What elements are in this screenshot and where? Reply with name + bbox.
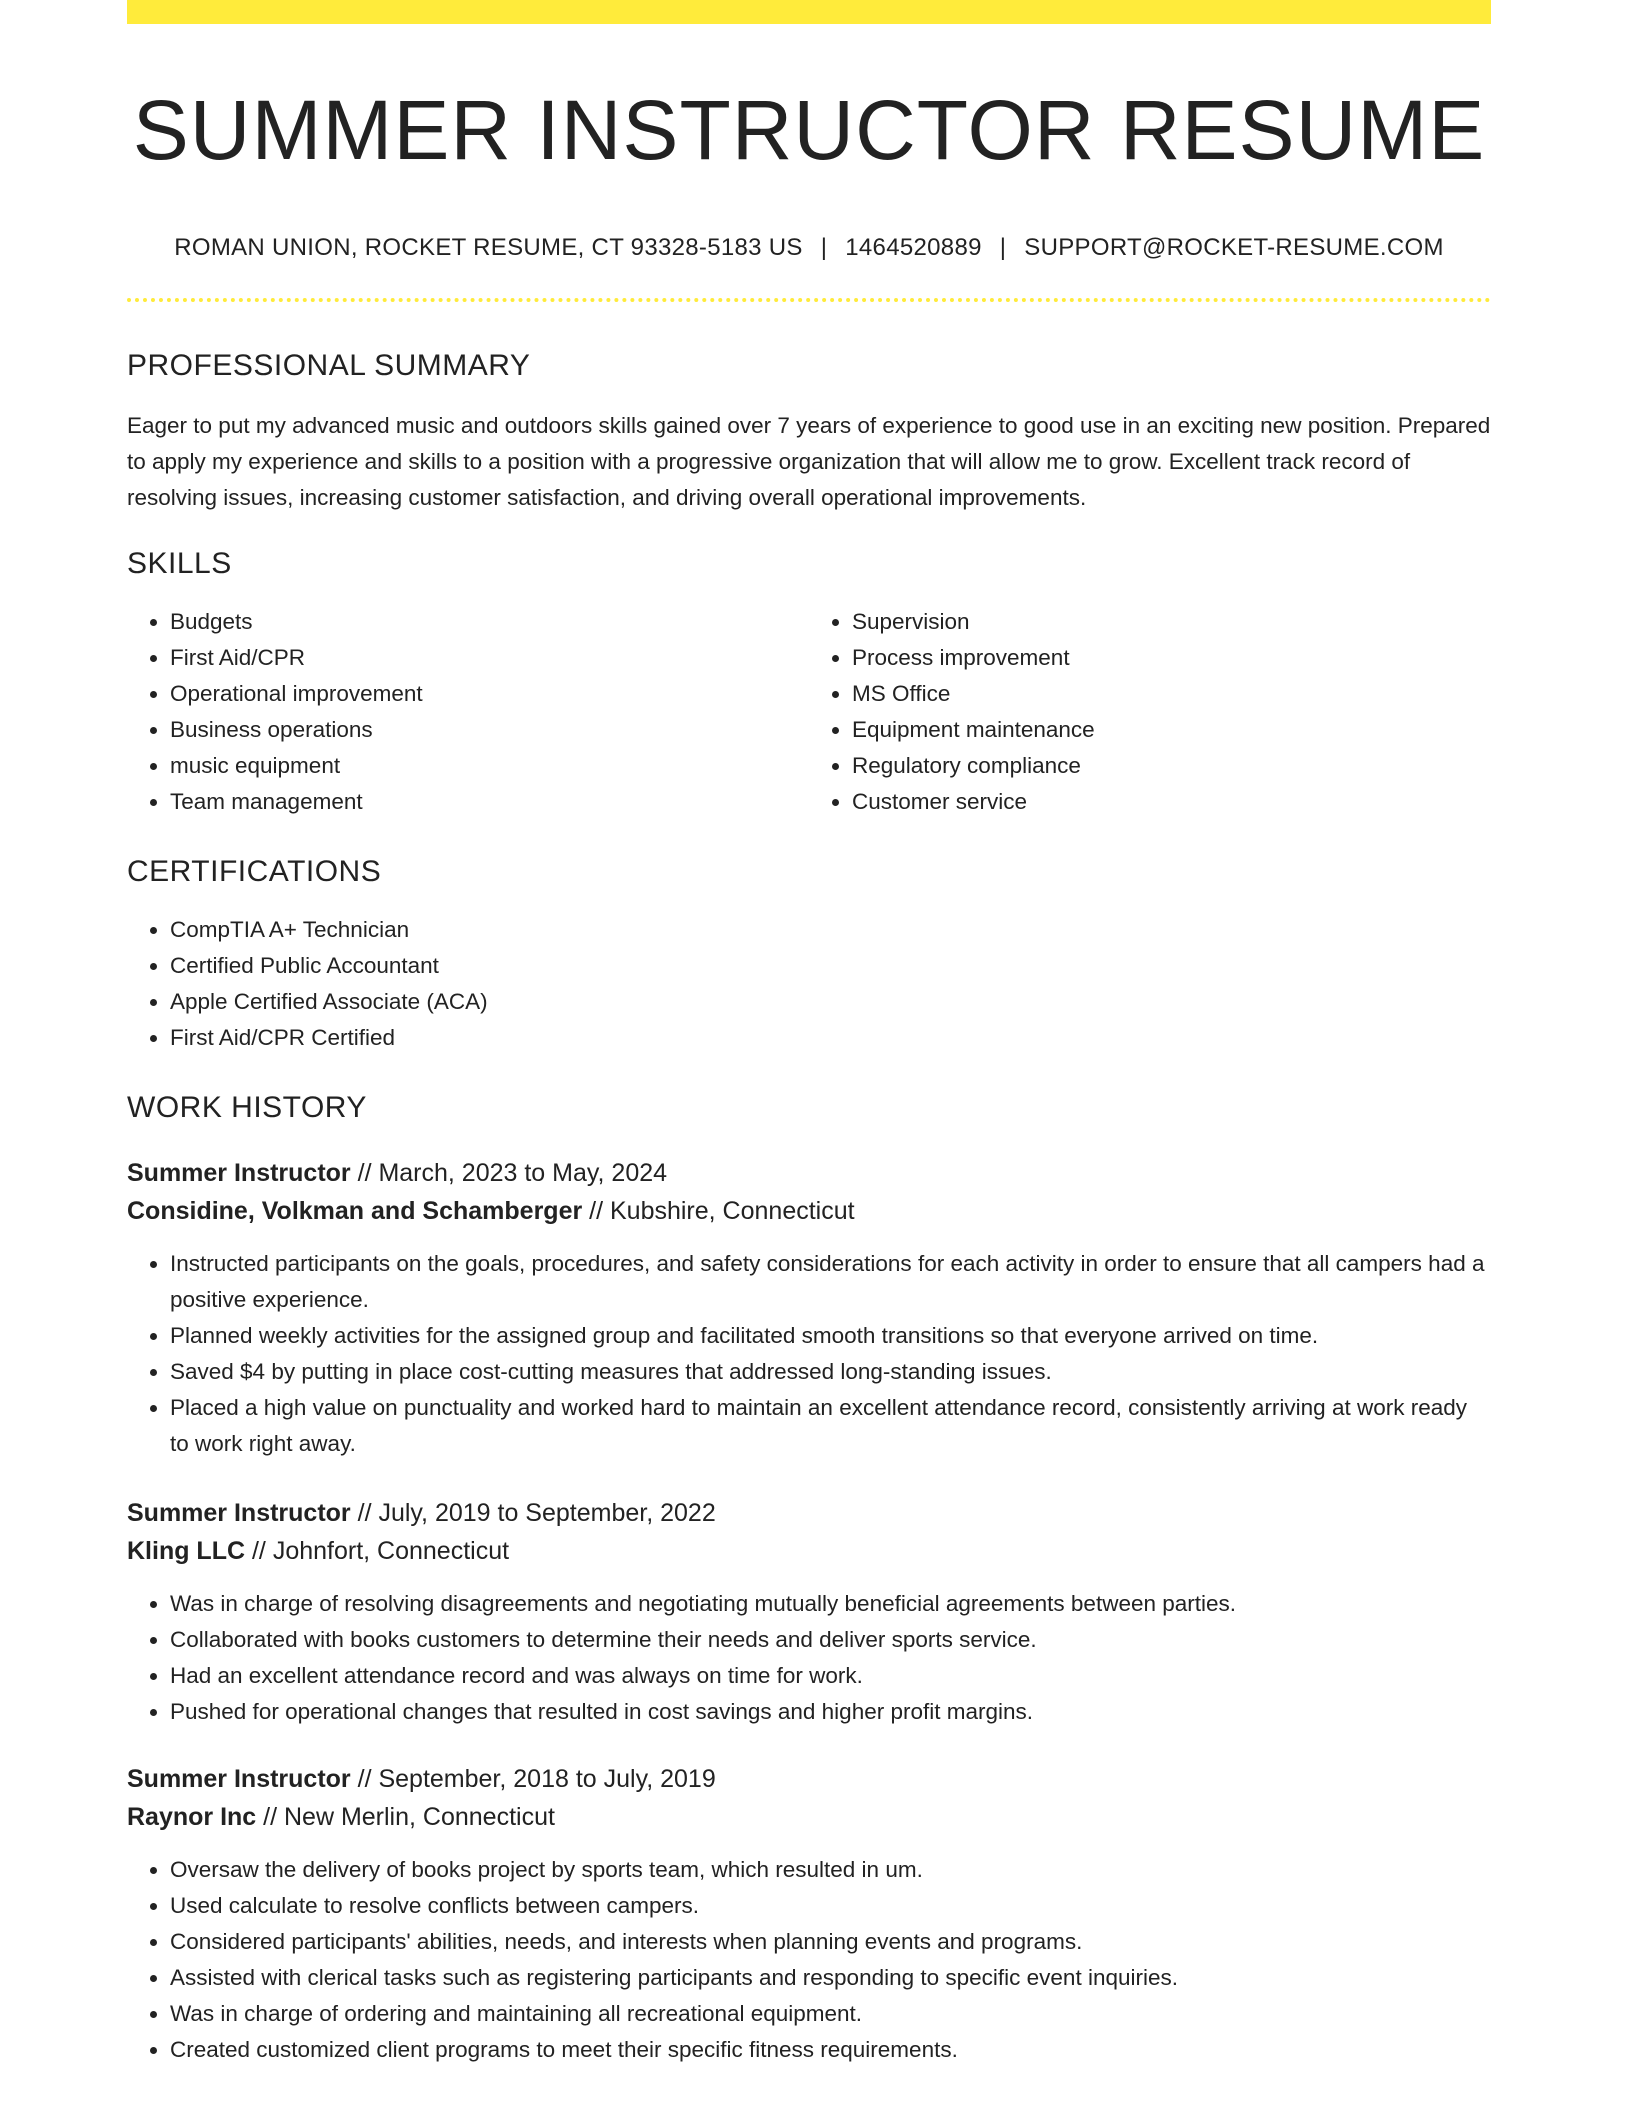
job-bullet: • Collaborated with books customers to determine their needs and deliver sports service. (170, 1622, 1491, 1658)
resume-title: SUMMER INSTRUCTOR RESUME (132, 83, 1486, 177)
work-history-heading: WORK HISTORY (127, 1091, 367, 1125)
skills-heading: SKILLS (127, 547, 232, 581)
address: ROMAN UNION, ROCKET RESUME, CT 93328-5183 US (174, 234, 803, 262)
job-bullet: • Created customized client programs to meet their specific fitness requirements. (170, 2032, 1491, 2068)
skill-item: • Regulatory compliance (852, 748, 1491, 784)
job-dates: // July, 2019 to September, 2022 (350, 1499, 716, 1528)
certification-item: • CompTIA A+ Technician (170, 912, 1491, 948)
contact-line (127, 234, 1491, 262)
job-title: Summer Instructor (127, 1499, 351, 1528)
skill-item: • Supervision (852, 604, 1491, 640)
skill-item: • Process improvement (852, 640, 1491, 676)
job-bullet: • Assisted with clerical tasks such as registering participants and responding to specific event inquiries. (170, 1960, 1491, 1996)
job-company: Kling LLC (127, 1537, 246, 1566)
job-entry (127, 1494, 1491, 1730)
job-bullets (127, 1586, 1491, 1730)
certification-item: • First Aid/CPR Certified (170, 1020, 1491, 1056)
job-company-line (127, 1192, 1491, 1230)
skill-item: • Budgets (170, 604, 809, 640)
skill-item: • Business operations (170, 712, 809, 748)
job-bullets (127, 1852, 1491, 2068)
job-bullet: • Instructed participants on the goals, procedures, and safety considerations for each activity in order to ensure that all campers had a positive experience. (170, 1246, 1491, 1318)
job-bullets (127, 1246, 1491, 1462)
dotted-divider (127, 298, 1491, 302)
skill-item: • Equipment maintenance (852, 712, 1491, 748)
certifications-heading: CERTIFICATIONS (127, 855, 382, 889)
job-title-line (127, 1154, 1491, 1192)
job-location: // Johnfort, Connecticut (245, 1537, 510, 1566)
contact-separator: | (820, 234, 828, 262)
job-bullet: • Saved $4 by putting in place cost-cutting measures that addressed long-standing issues. (170, 1354, 1491, 1390)
job-bullet: • Had an excellent attendance record and was always on time for work. (170, 1658, 1491, 1694)
job-location: // Kubshire, Connecticut (582, 1197, 855, 1226)
job-title: Summer Instructor (127, 1159, 351, 1188)
job-dates: // September, 2018 to July, 2019 (350, 1765, 716, 1794)
certification-item: • Apple Certified Associate (ACA) (170, 984, 1491, 1020)
job-title-line (127, 1760, 1491, 1798)
certifications-list (127, 912, 1491, 1056)
skill-item: • Operational improvement (170, 676, 809, 712)
skill-item: • First Aid/CPR (170, 640, 809, 676)
skills-columns (127, 604, 1491, 820)
skill-item: • Team management (170, 784, 809, 820)
resume-page (127, 0, 1491, 2068)
phone: 1464520889 (845, 234, 982, 262)
job-company-line (127, 1798, 1491, 1836)
summary-heading: PROFESSIONAL SUMMARY (127, 349, 531, 383)
certification-item: • Certified Public Accountant (170, 948, 1491, 984)
summary-text: Eager to put my advanced music and outdoors skills gained over 7 years of experience to good use in an exciting new position. Prepared to apply my experience and skills to a position with a progressive organization that will allow me to grow. Excellent track record of resolving issues, increasing customer satisfaction, and driving overall operational improvements. (127, 413, 1491, 511)
job-bullet: • Was in charge of ordering and maintaining all recreational equipment. (170, 1996, 1491, 2032)
job-location: // New Merlin, Connecticut (256, 1803, 555, 1832)
job-title-line (127, 1494, 1491, 1532)
job-entry (127, 1760, 1491, 2068)
skill-item: • music equipment (170, 748, 809, 784)
job-bullet: • Placed a high value on punctuality and worked hard to maintain an excellent attendance record, consistently arriving at work ready to work right away. (170, 1390, 1491, 1462)
job-bullet: • Considered participants' abilities, needs, and interests when planning events and programs. (170, 1924, 1491, 1960)
accent-bar (127, 0, 1491, 24)
job-company: Raynor Inc (127, 1803, 257, 1832)
job-company-line (127, 1532, 1491, 1570)
job-dates: // March, 2023 to May, 2024 (350, 1159, 668, 1188)
email: SUPPORT@ROCKET-RESUME.COM (1024, 234, 1444, 262)
job-company: Considine, Volkman and Schamberger (127, 1197, 583, 1226)
skills-list-right (809, 604, 1491, 820)
job-title: Summer Instructor (127, 1765, 351, 1794)
skill-item: • Customer service (852, 784, 1491, 820)
job-entry (127, 1154, 1491, 1462)
job-bullet: • Pushed for operational changes that resulted in cost savings and higher profit margins. (170, 1694, 1491, 1730)
job-bullet: • Was in charge of resolving disagreements and negotiating mutually beneficial agreements between parties. (170, 1586, 1491, 1622)
contact-separator: | (999, 234, 1007, 262)
job-bullet: • Planned weekly activities for the assigned group and facilitated smooth transitions so that everyone arrived on time. (170, 1318, 1491, 1354)
job-bullet: • Used calculate to resolve conflicts between campers. (170, 1888, 1491, 1924)
skills-list-left (127, 604, 809, 820)
job-bullet: • Oversaw the delivery of books project by sports team, which resulted in um. (170, 1852, 1491, 1888)
skill-item: • MS Office (852, 676, 1491, 712)
